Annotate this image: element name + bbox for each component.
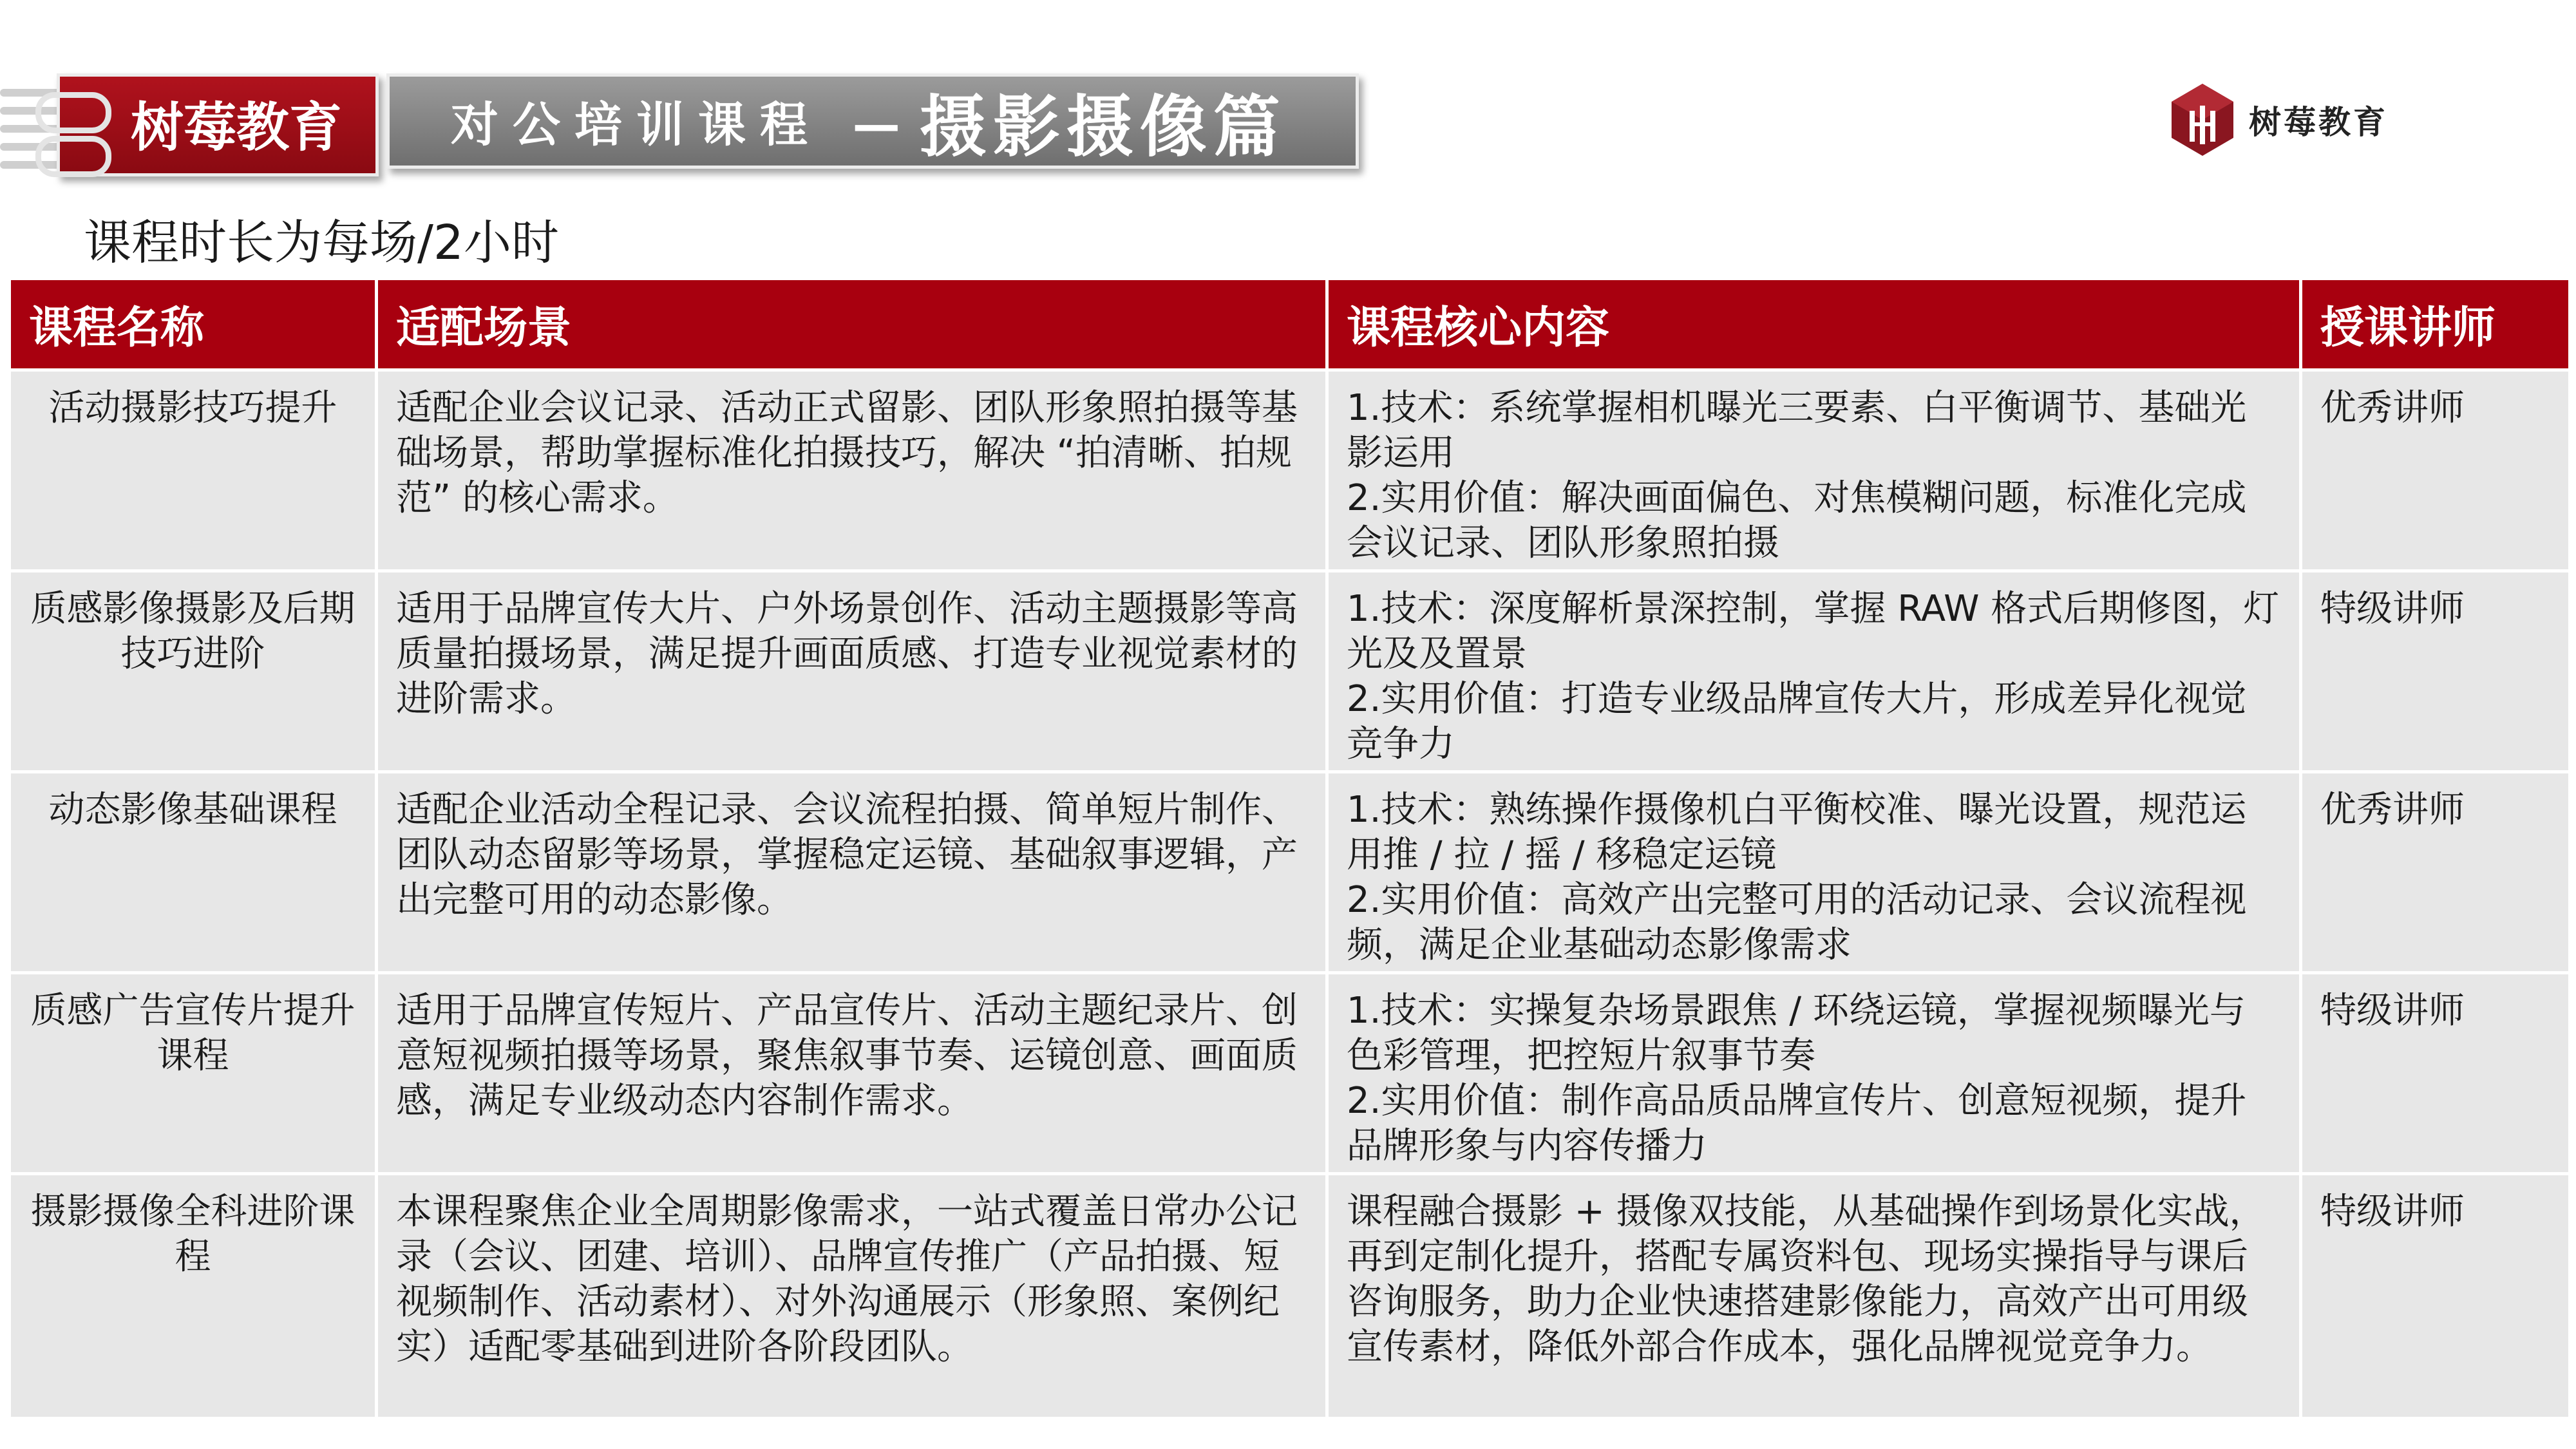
course-duration: 课程时长为每场/2小时 xyxy=(84,215,560,270)
course-teacher: 特级讲师 xyxy=(2301,571,2570,772)
course-content xyxy=(1327,370,2301,571)
column-header-scene: 适配场景 xyxy=(377,279,1327,370)
content-line: 2.实用价值：打造专业级品牌宣传大片，形成差异化视觉竞争力 xyxy=(1347,678,2247,765)
course-table xyxy=(8,277,2571,1420)
raspberry-logo-icon xyxy=(2170,82,2235,157)
column-header-content: 课程核心内容 xyxy=(1327,279,2301,370)
course-teacher: 优秀讲师 xyxy=(2301,370,2570,571)
logo-text: 树莓教育 xyxy=(2249,103,2388,141)
course-content xyxy=(1327,973,2301,1174)
course-scene: 适用于品牌宣传大片、户外场景创作、活动主题摄影等高质量拍摄场景，满足提升画面质感、打造专业视觉素材的进阶需求。 xyxy=(377,571,1327,772)
course-teacher: 优秀讲师 xyxy=(2301,772,2570,973)
ring-decoration xyxy=(35,92,111,133)
content-line: 课程融合摄影 + 摄像双技能，从基础操作到场景化实战，再到定制化提升，搭配专属资料包、现场实操指导与课后咨询服务，助力企业快速搭建影像能力，高效产出可用级宣传素材，降低外部合作成本，强化品牌视觉竞争力。 xyxy=(1347,1191,2266,1368)
course-scene: 本课程聚焦企业全周期影像需求，一站式覆盖日常办公记录（会议、团建、培训）、品牌宣传推广（产品拍摄、短视频制作、活动素材）、对外沟通展示（形象照、案例纪实）适配零基础到进阶各阶段团队。 xyxy=(377,1174,1327,1419)
course-name: 活动摄影技巧提升 xyxy=(10,370,377,571)
course-name: 质感广告宣传片提升课程 xyxy=(10,973,377,1174)
course-scene: 适配企业会议记录、活动正式留影、团队形象照拍摄等基础场景，帮助掌握标准化拍摄技巧，解决 “拍清晰、拍规范” 的核心需求。 xyxy=(377,370,1327,571)
course-content xyxy=(1327,1174,2301,1419)
table-row xyxy=(10,772,2570,973)
course-content xyxy=(1327,571,2301,772)
table-row xyxy=(10,370,2570,571)
header-banner xyxy=(0,64,1378,187)
column-header-course-name: 课程名称 xyxy=(10,279,377,370)
course-teacher: 特级讲师 xyxy=(2301,1174,2570,1419)
content-line: 1.技术：系统掌握相机曝光三要素、白平衡调节、基础光影运用 xyxy=(1347,387,2247,474)
column-header-teacher: 授课讲师 xyxy=(2301,279,2570,370)
content-line: 2.实用价值：制作高品质品牌宣传片、创意短视频，提升品牌形象与内容传播力 xyxy=(1347,1080,2247,1167)
brand-logo xyxy=(2170,82,2388,157)
ring-decoration xyxy=(35,136,111,177)
course-content xyxy=(1327,772,2301,973)
course-teacher: 特级讲师 xyxy=(2301,973,2570,1174)
content-line: 1.技术：熟练操作摄像机白平衡校准、曝光设置，规范运用推 / 拉 / 摇 / 移稳定运镜 xyxy=(1347,789,2247,876)
course-scene: 适配企业活动全程记录、会议流程拍摄、简单短片制作、团队动态留影等场景，掌握稳定运镜、基础叙事逻辑，产出完整可用的动态影像。 xyxy=(377,772,1327,973)
brand-box xyxy=(57,73,379,176)
title-prefix: 对公培训课程 — xyxy=(451,97,914,153)
page-title: 摄影摄像篇 xyxy=(919,88,1287,166)
title-box xyxy=(386,73,1359,169)
table-row xyxy=(10,571,2570,772)
content-line: 1.技术：深度解析景深控制，掌握 RAW 格式后期修图，灯光及及置景 xyxy=(1347,588,2280,675)
table-header-row xyxy=(10,279,2570,370)
content-line: 1.技术：实操复杂场景跟焦 / 环绕运镜，掌握视频曝光与色彩管理，把控短片叙事节奏 xyxy=(1347,990,2246,1077)
table-row xyxy=(10,973,2570,1174)
course-name: 质感影像摄影及后期技巧进阶 xyxy=(10,571,377,772)
course-name: 动态影像基础课程 xyxy=(10,772,377,973)
content-line: 2.实用价值：高效产出完整可用的活动记录、会议流程视频，满足企业基础动态影像需求 xyxy=(1347,879,2247,966)
brand-name: 树莓教育 xyxy=(131,97,343,158)
course-scene: 适用于品牌宣传短片、产品宣传片、活动主题纪录片、创意短视频拍摄等场景，聚焦叙事节奏、运镜创意、画面质感，满足专业级动态内容制作需求。 xyxy=(377,973,1327,1174)
content-line: 2.实用价值：解决画面偏色、对焦模糊问题，标准化完成会议记录、团队形象照拍摄 xyxy=(1347,477,2247,564)
table-row xyxy=(10,1174,2570,1419)
course-name: 摄影摄像全科进阶课程 xyxy=(10,1174,377,1419)
